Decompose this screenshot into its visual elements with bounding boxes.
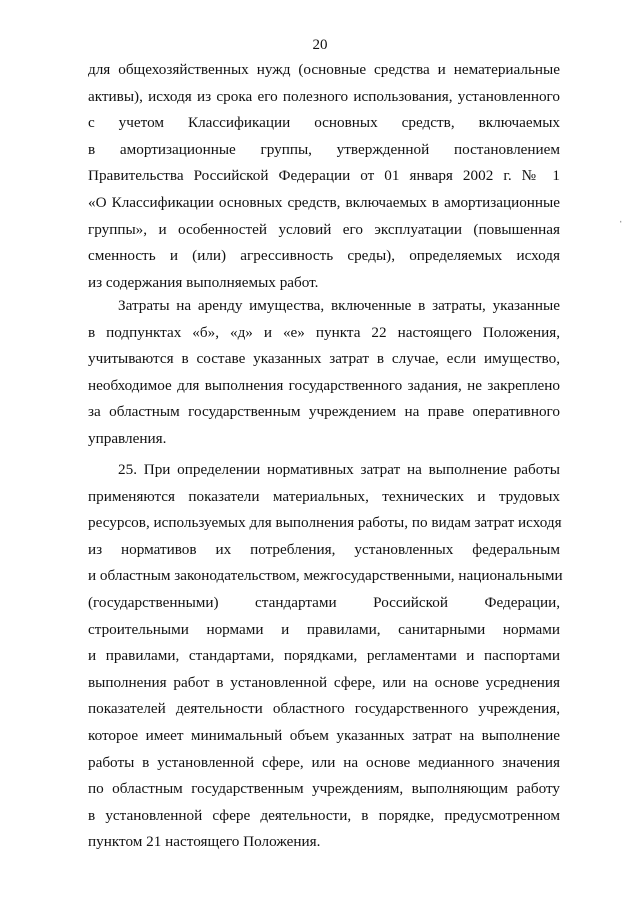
text-line: и областным законодательством, межгосударственными, национальными <box>88 567 563 585</box>
text-line: ресурсов, используемых для выполнения работы, по видам затрат исходя <box>88 514 562 532</box>
text-line: управления. <box>88 429 167 447</box>
text-line: «О Классификации основных средств, включаемых в амортизационные <box>88 193 560 211</box>
text-line: и правилами, стандартами, порядками, регламентами и паспортами <box>88 647 560 665</box>
text-line: выполнения работ в установленной сфере, или на основе усреднения <box>88 673 560 691</box>
text-line: применяются показатели материальных, технических и трудовых <box>88 487 560 505</box>
text-line: активы), исходя из срока его полезного использования, установленного <box>88 87 560 105</box>
text-line: в установленной сфере деятельности, в порядке, предусмотренном <box>88 806 560 824</box>
text-line: 25. При определении нормативных затрат на выполнение работы <box>118 461 560 478</box>
text-line: (государственными) стандартами Российской Федерации, <box>88 593 560 611</box>
text-line: из нормативов их потребления, установленных федеральным <box>88 540 560 558</box>
paragraph-rent-costs <box>88 293 560 453</box>
page-number: 20 <box>312 37 328 53</box>
text-line: из содержания выполняемых работ. <box>88 273 319 291</box>
text-line: пунктом 21 настоящего Положения. <box>88 833 321 851</box>
text-line: строительными нормами и правилами, санитарными нормами <box>88 620 560 638</box>
text-line: по областным государственным учреждениям, выполняющим работу <box>88 780 560 798</box>
text-line: для общехозяйственных нужд (основные средства и нематериальные <box>88 61 560 78</box>
margin-mark: ˈ <box>619 219 623 231</box>
paragraph-continuation <box>88 57 560 296</box>
text-line: Затраты на аренду имущества, включенные в затраты, указанные <box>118 297 560 314</box>
paragraph-25 <box>88 457 563 856</box>
text-line: Правительства Российской Федерации от 01 января 2002 г. № 1 <box>88 167 560 185</box>
text-line: с учетом Классификации основных средств, включаемых <box>88 114 560 132</box>
text-line: необходимое для выполнения государственного задания, не закреплено <box>88 376 560 394</box>
text-line: в амортизационные группы, утвержденной постановлением <box>88 140 560 158</box>
text-line: работы в установленной сфере, или на основе медианного значения <box>88 753 560 771</box>
text-line: которое имеет минимальный объем указанных затрат на выполнение <box>88 726 560 744</box>
text-line: в подпунктах «б», «д» и «е» пункта 22 настоящего Положения, <box>88 323 560 341</box>
text-line: показателей деятельности областного государственного учреждения, <box>88 700 560 718</box>
text-line: группы», и особенностей условий его эксплуатации (повышенная <box>88 220 560 238</box>
text-line: сменность и (или) агрессивность среды), определяемых исходя <box>88 247 560 265</box>
text-line: за областным государственным учреждением на праве оперативного <box>88 403 560 421</box>
text-line: учитываются в составе указанных затрат в случае, если имущество, <box>88 350 560 368</box>
